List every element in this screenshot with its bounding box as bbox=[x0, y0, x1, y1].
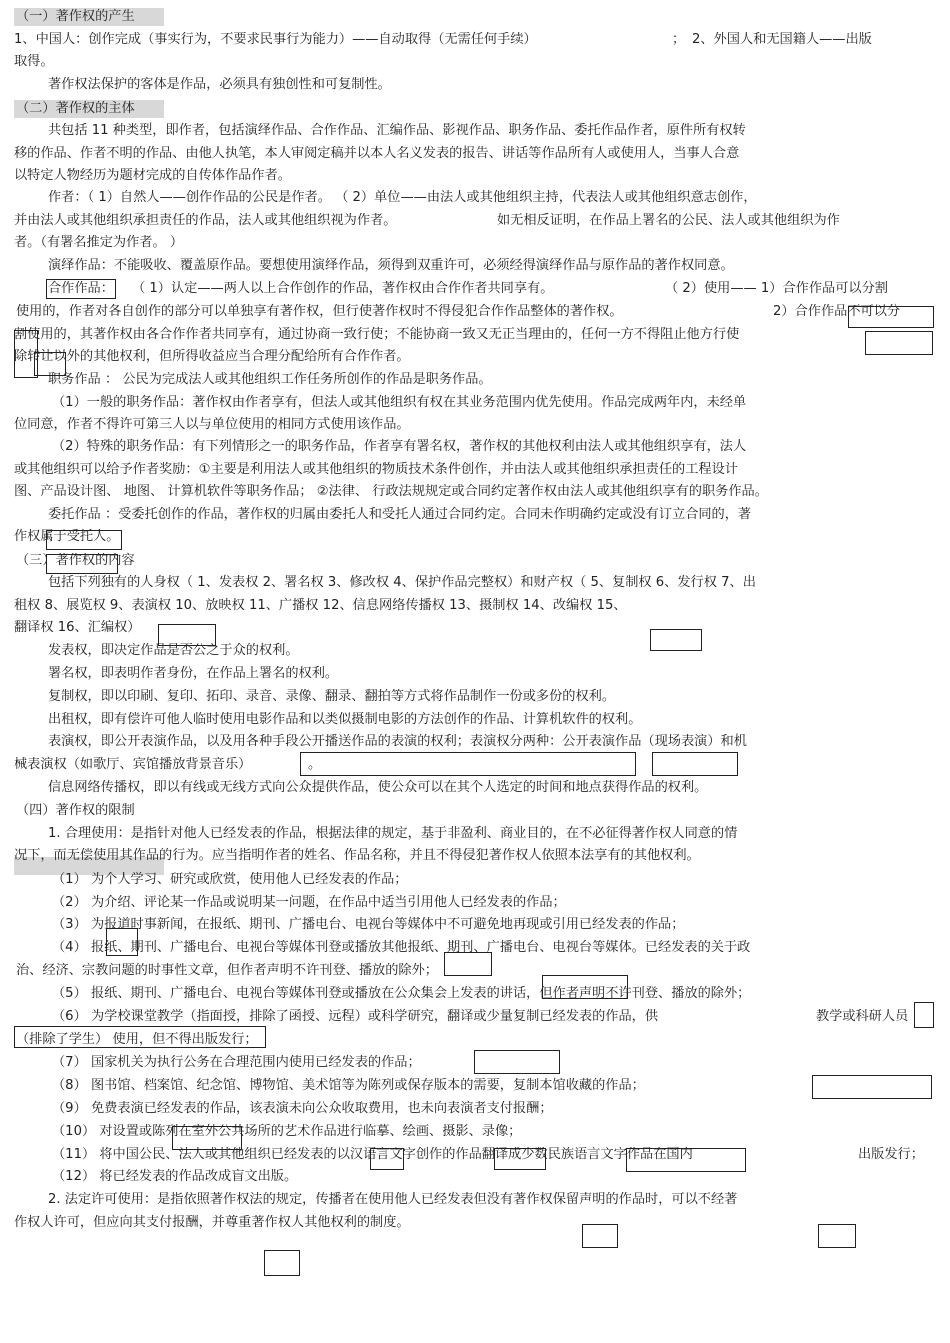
paragraph-line: 翻译权 16、汇编权） bbox=[14, 620, 141, 635]
list-item: 教学或科研人员 bbox=[816, 1009, 909, 1024]
paragraph-line: 作权人许可，但应向其支付报酬，并尊重著作权人其他权利的制度。 bbox=[14, 1215, 410, 1230]
list-item: （1） 为个人学习、研究或欣赏，使用他人已经发表的作品； bbox=[52, 872, 408, 887]
list-item: （4） 报纸、期刊、广播电台、电视台等媒体刊登或播放其他报纸、期刊、广播电台、电视台等媒体。已经发表的关于政 bbox=[52, 940, 751, 955]
paragraph-line: 发表权，即决定作品是否公之于众的权利。 bbox=[48, 643, 299, 658]
annotation-box bbox=[46, 554, 118, 574]
paragraph-line: 1、中国人：创作完成（事实行为，不要求民事行为能力）——自动取得（无需任何手续） bbox=[14, 32, 537, 47]
paragraph-line: 使用的，作者对各自创作的部分可以单独享有著作权，但行使著作权时不得侵犯合作作品整体的著作权。 bbox=[16, 304, 623, 319]
paragraph-line: 出租权，即有偿许可他人临时使用电影作品和以类似摄制电影的方法创作的作品、计算机软件的权利。 bbox=[48, 712, 642, 727]
paragraph-line: （1）一般的职务作品：著作权由作者享有，但法人或其他组织有权在其业务范围内优先使用。作品完成两年内，未经单 bbox=[52, 395, 747, 410]
paragraph-line: 并由法人或其他组织承担责任的作品，法人或其他组织视为作者。 bbox=[14, 213, 397, 228]
paragraph-line: 或其他组织可以给予作者奖励：①主要是利用法人或其他组织的物质技术条件创作，并由法人或其他组织承担责任的工程设计 bbox=[14, 462, 738, 477]
annotation-box bbox=[865, 331, 933, 355]
paragraph-line: （2）特殊的职务作品：有下列情形之一的职务作品，作者享有署名权，著作权的其他权利由法人或其他组织享有，法人 bbox=[52, 439, 747, 454]
annotation-box bbox=[46, 279, 116, 299]
list-item: （2） 为介绍、评论某一作品或说明某一问题，在作品中适当引用他人已经发表的作品； bbox=[52, 895, 566, 910]
list-item: （10） 对设置或陈列在室外公共场所的艺术作品进行临摹、绘画、摄影、录像； bbox=[52, 1124, 522, 1139]
paragraph-line: 取得。 bbox=[14, 54, 54, 69]
paragraph-line: 委托作品 ：受委托创作的作品，著作权的归属由委托人和受托人通过合同约定。合同未作明确约定或没有订立合同的，著 bbox=[48, 507, 752, 522]
annotation-box bbox=[474, 1050, 560, 1074]
section-heading: （三）著作权的内容 bbox=[16, 553, 135, 568]
paragraph-line: 械表演权（如歌厅、宾馆播放背景音乐） bbox=[14, 757, 252, 772]
paragraph-line: 信息网络传播权，即以有线或无线方式向公众提供作品，使公众可以在其个人选定的时间和地点获得作品的权利。 bbox=[48, 780, 708, 795]
paragraph-line: 移的作品、作者不明的作品、由他人执笔，本人审阅定稿并以本人名义发表的报告、讲话等作品所有人或使用人，当事人合意 bbox=[14, 146, 740, 161]
list-item: （9） 免费表演已经发表的作品，该表演未向公众收取费用，也未向表演者支付报酬； bbox=[52, 1101, 553, 1116]
paragraph-line: 职务作品 ： 公民为完成法人或其他组织工作任务所创作的作品是职务作品。 bbox=[48, 372, 492, 387]
paragraph-line: （ 2）使用—— 1）合作作品可以分割 bbox=[665, 281, 888, 296]
annotation-box bbox=[34, 352, 66, 376]
paragraph-line: 著作权法保护的客体是作品，必须具有独创性和可复制性。 bbox=[48, 77, 391, 92]
paragraph-line: 演绎作品：不能吸收、覆盖原作品。要想使用演绎作品，须得到双重许可，必须经得演绎作品与原作品的著作权同意。 bbox=[48, 258, 734, 273]
annotation-box bbox=[848, 306, 934, 328]
annotation-box bbox=[542, 975, 628, 999]
paragraph-line: 复制权，即以印刷、复印、拓印、录音、录像、翻录、翻拍等方式将作品制作一份或多份的权利。 bbox=[48, 689, 616, 704]
annotation-box bbox=[172, 1126, 242, 1150]
list-item: （6） 为学校课堂教学（指面授，排除了函授、远程）或科学研究，翻译或少量复制已经发表的作品，供 bbox=[52, 1009, 659, 1024]
paragraph-line: 署名权，即表明作者身份，在作品上署名的权利。 bbox=[48, 666, 339, 681]
annotation-box bbox=[582, 1224, 618, 1248]
list-item: （11） 将中国公民、法人或其他组织已经发表的以汉语言文字创作的作品翻译成少数民族语言文字作品在国内 bbox=[52, 1147, 693, 1162]
paragraph-line: 。 bbox=[308, 757, 322, 772]
paragraph-line: 2. 法定许可使用：是指依照著作权法的规定，传播者在使用他人已经发表但没有著作权保留声明的作品时，可以不经著 bbox=[48, 1192, 738, 1207]
annotation-box bbox=[300, 752, 636, 776]
paragraph-line: 包括下列独有的人身权（ 1、发表权 2、署名权 3、修改权 4、保护作品完整权）和财产权（ 5、复制权 6、发行权 7、出 bbox=[48, 575, 756, 590]
list-item: （12） 将已经发表的作品改成盲文出版。 bbox=[52, 1169, 298, 1184]
paragraph-line: 1. 合理使用：是指针对他人已经发表的作品，根据法律的规定，基于非盈利、商业目的，在不必征得著作权人同意的情 bbox=[48, 826, 738, 841]
section-heading: （一）著作权的产生 bbox=[16, 9, 135, 24]
list-item: 出版发行； bbox=[858, 1147, 924, 1162]
annotation-box bbox=[444, 952, 492, 976]
list-item: （7） 国家机关为执行公务在合理范围内使用已经发表的作品； bbox=[52, 1055, 421, 1070]
annotation-box bbox=[264, 1250, 300, 1276]
list-item: （排除了学生） 使用，但不得出版发行； bbox=[16, 1032, 258, 1047]
annotation-box bbox=[818, 1224, 856, 1248]
annotation-box bbox=[14, 1026, 266, 1048]
annotation-box bbox=[650, 629, 702, 651]
section-heading: （四）著作权的限制 bbox=[16, 803, 135, 818]
annotation-box bbox=[494, 1148, 546, 1170]
section-heading: （二）著作权的主体 bbox=[16, 101, 135, 116]
list-item: （8） 图书馆、档案馆、纪念馆、博物馆、美术馆等为陈列或保存版本的需要，复制本馆收藏的作品； bbox=[52, 1078, 645, 1093]
annotation-box bbox=[626, 1148, 746, 1172]
paragraph-line: 者。（有署名推定为作者。 ） bbox=[14, 235, 184, 250]
paragraph-line: 位同意，作者不得许可第三人以与单位使用的相同方式使用该作品。 bbox=[14, 417, 410, 432]
paragraph-line: 2、外国人和无国籍人——出版 bbox=[692, 32, 872, 47]
paragraph-line: 租权 8、展览权 9、表演权 10、放映权 11、广播权 12、信息网络传播权 13、摄制权 14、改编权 15、 bbox=[14, 598, 627, 613]
annotation-box bbox=[652, 752, 738, 776]
paragraph-line: 除转让以外的其他权利，但所得收益应当合理分配给所有合作作者。 bbox=[14, 349, 410, 364]
paragraph-line: 以特定人物经历为题材完成的自传体作品作者。 bbox=[14, 168, 291, 183]
paragraph-line: 2）合作作品不可以分 bbox=[773, 304, 901, 319]
paragraph-line: ； bbox=[672, 32, 686, 47]
paragraph-line: 图、产品设计图、 地图、 计算机软件等职务作品； ②法律、 行政法规规定或合同约定著作权由法人或其他组织享有的职务作品。 bbox=[14, 484, 768, 499]
paragraph-line: 作者：（ 1）自然人——创作作品的公民是作者。 （ 2）单位——由法人或其他组织主持，代表法人或其他组织意志创作， bbox=[48, 190, 757, 205]
annotation-box bbox=[158, 624, 216, 646]
annotation-box bbox=[106, 928, 138, 956]
annotation-box bbox=[914, 1002, 934, 1028]
paragraph-line: 作权属于受托人。 bbox=[14, 529, 120, 544]
paragraph-line: 如无相反证明，在作品上署名的公民、法人或其他组织为作 bbox=[497, 213, 840, 228]
annotation-box bbox=[370, 1148, 404, 1170]
annotation-box bbox=[812, 1075, 932, 1099]
paragraph-line: 割使用的，其著作权由各合作作者共同享有，通过协商一致行使；不能协商一致又无正当理由的，任何一方不得阻止他方行使 bbox=[14, 327, 740, 342]
annotation-box bbox=[46, 530, 122, 550]
paragraph-line: （ 1）认定——两人以上合作创作的作品，著作权由合作作者共同享有。 bbox=[132, 281, 554, 296]
list-item: （5） 报纸、期刊、广播电台、电视台等媒体刊登或播放在公众集会上发表的讲话，但作者声明不许刊登、播放的除外； bbox=[52, 986, 751, 1001]
list-item: 治、经济、宗教问题的时事性文章，但作者声明不许刊登、播放的除外； bbox=[16, 963, 438, 978]
paragraph-line: 合作作品： bbox=[48, 281, 114, 296]
paragraph-line: 共包括 11 种类型，即作者，包括演绎作品、合作作品、汇编作品、影视作品、职务作品、委托作品作者，原件所有权转 bbox=[48, 123, 746, 138]
paragraph-line: 况下，而无偿使用其作品的行为。应当指明作者的姓名、作品名称，并且不得侵犯著作权人依照本法享有的其他权利。 bbox=[14, 848, 700, 863]
list-item: （3） 为报道时事新闻，在报纸、期刊、广播电台、电视台等媒体中不可避免地再现或引用已经发表的作品； bbox=[52, 917, 685, 932]
paragraph-line: 表演权，即公开表演作品，以及用各种手段公开播送作品的表演的权利；表演权分两种：公开表演作品（现场表演）和机 bbox=[48, 734, 747, 749]
